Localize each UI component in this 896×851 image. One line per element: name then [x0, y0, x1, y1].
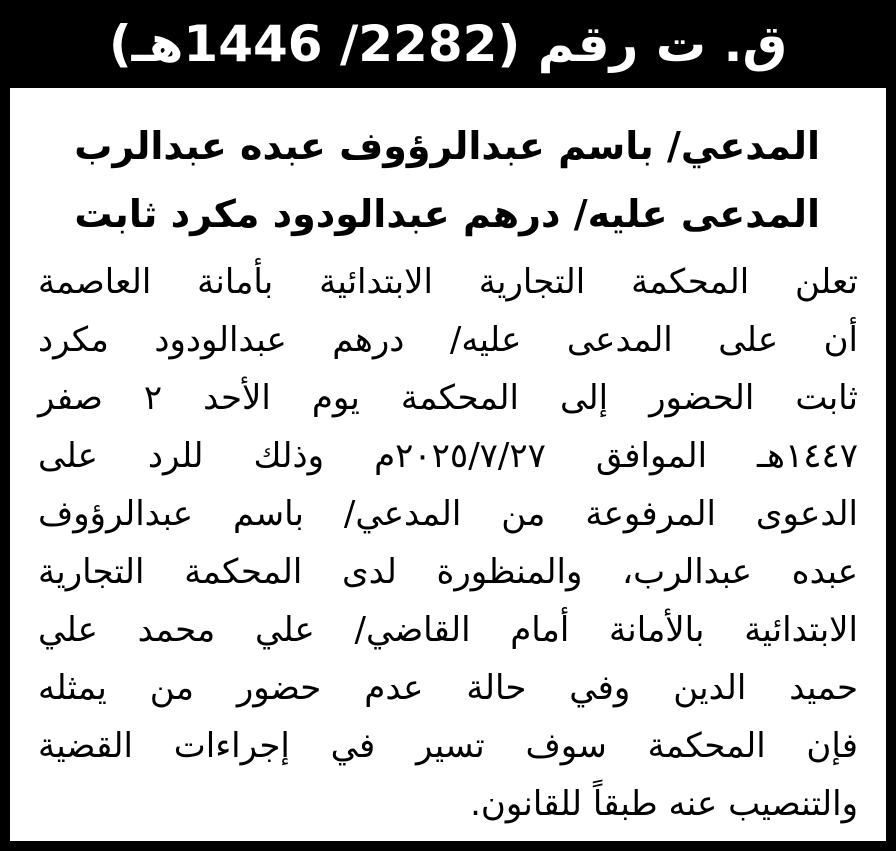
case-number: ق. ت رقم (2282/ 1446هـ): [108, 15, 788, 73]
body-line: ١٤٤٧هـ الموافق ٢٠٢٥/٧/٢٧م وذلك للرد على: [38, 436, 858, 476]
body-line: أن على المدعى عليه/ درهم عبدالودود مكرد: [38, 320, 858, 360]
body-line: والتنصيب عنه طبقاً للقانون.: [470, 784, 858, 824]
body-line: الدعوى المرفوعة من المدعي/ باسم عبدالرؤوف: [38, 494, 858, 534]
case-number-header: [0, 0, 896, 88]
defendant-line: المدعى عليه/ درهم عبدالودود مكرد ثابت: [74, 192, 820, 236]
plaintiff-line: المدعي/ باسم عبدالرؤوف عبده عبدالرب: [74, 124, 820, 168]
body-line: عبده عبدالرب، والمنظورة لدى المحكمة التجارية: [38, 552, 858, 592]
body-line: حميد الدين وفي حالة عدم حضور من يمثله: [38, 668, 858, 708]
body-line: تعلن المحكمة التجارية الابتدائية بأمانة العاصمة: [38, 262, 858, 302]
body-line: ثابت الحضور إلى المحكمة يوم الأحد ٢ صفر: [38, 378, 859, 418]
body-line: الابتدائية بالأمانة أمام القاضي/ علي محمد علي: [38, 610, 858, 650]
body-line: فإن المحكمة سوف تسير في إجراءات القضية: [38, 726, 858, 766]
